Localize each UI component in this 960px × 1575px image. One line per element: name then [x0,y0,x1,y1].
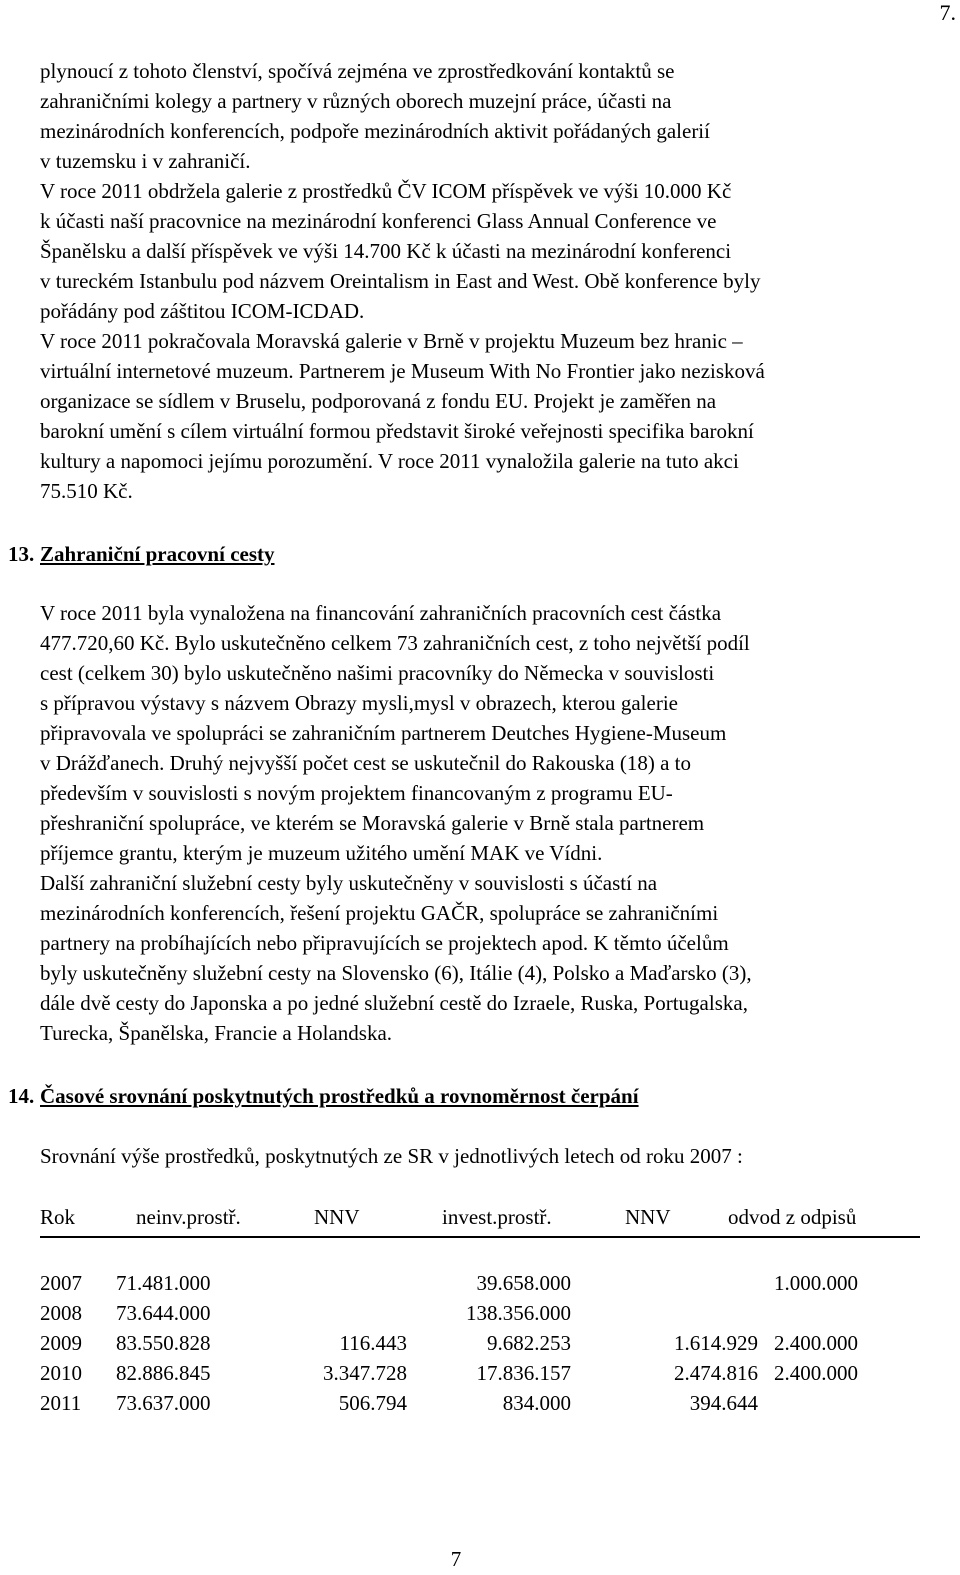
table-cell: 506.794 [338,1391,407,1415]
table-row [40,1328,920,1358]
column-header: odvod z odpisů [728,1205,857,1229]
text-line: zahraničními kolegy a partnery v různých oborech muzejní práce, účasti na [40,89,672,113]
table-cell: 83.550.828 [116,1331,211,1355]
text-line: k účasti naší pracovnice na mezinárodní konferenci Glass Annual Conference ve [40,209,717,233]
section-13-heading [8,539,275,569]
table-header-row [40,1202,920,1238]
page-footer-number: 7 [450,1547,462,1571]
text-line: především v souvislosti s novým projektem financovaným z programu EU- [40,781,673,805]
text-line: dále dvě cesty do Japonska a po jedné služební cestě do Izraele, Ruska, Portugalska, [40,991,748,1015]
funding-table [40,1202,920,1418]
table-cell: 2.400.000 [774,1331,858,1355]
table-cell: 2.400.000 [774,1361,858,1385]
section-number: 13. [8,542,35,566]
section-number: 14. [8,1084,35,1108]
text-line: Španělsku a další příspěvek ve výši 14.700 Kč k účasti na mezinárodní konferenci [40,239,732,263]
text-line: přeshraniční spolupráce, ve kterém se Moravská galerie v Brně stala partnerem [40,811,705,835]
table-cell: 73.644.000 [116,1301,211,1325]
table-cell: 2011 [40,1391,82,1415]
table-cell: 2010 [40,1361,82,1385]
column-header: NNV [625,1205,671,1229]
text-line: 477.720,60 Kč. Bylo uskutečněno celkem 73 zahraničních cest, z toho největší podíl [40,631,750,655]
column-header: Rok [40,1205,76,1229]
page-header-number: 7. [939,0,956,25]
column-header: invest.prostř. [442,1205,552,1229]
text-line: V roce 2011 pokračovala Moravská galerie v Brně v projektu Muzeum bez hranic – [40,329,743,353]
table-cell: 2009 [40,1331,82,1355]
text-line: pořádány pod záštitou ICOM-ICDAD. [40,299,365,323]
text-line: v tuzemsku i v zahraničí. [40,149,251,173]
section-13-body [40,598,930,1048]
table-cell: 17.836.157 [476,1361,571,1385]
text-line: V roce 2011 byla vynaložena na financování zahraničních pracovních cest částka [40,601,722,625]
table-row [40,1268,920,1298]
text-line: 75.510 Kč. [40,479,133,503]
table-cell: 3.347.728 [323,1361,407,1385]
column-header: neinv.prostř. [136,1205,241,1229]
section-title: Časové srovnání poskytnutých prostředků a rovnoměrnost čerpání [40,1084,639,1108]
table-cell: 394.644 [689,1391,758,1415]
text-line: v tureckém Istanbulu pod názvem Oreintalism in East and West. Obě konference byly [40,269,761,293]
text-line: příjemce grantu, kterým je muzeum užitého umění MAK ve Vídni. [40,841,603,865]
table-row [40,1388,920,1418]
table-cell: 73.637.000 [116,1391,211,1415]
table-row [40,1298,920,1328]
section-title: Zahraniční pracovní cesty [40,542,275,566]
table-cell: 1.614.929 [674,1331,758,1355]
table-cell: 9.682.253 [487,1331,571,1355]
text-line: Turecka, Španělska, Francie a Holandska. [40,1021,393,1045]
text-line: s přípravou výstavy s názvem Obrazy mysli,mysl v obrazech, kterou galerie [40,691,678,715]
table-row [40,1358,920,1388]
text-line: v Drážďanech. Druhý nejvyšší počet cest se uskutečnil do Rakouska (18) a to [40,751,691,775]
text-line: cest (celkem 30) bylo uskutečněno našimi pracovníky do Německa v souvislosti [40,661,715,685]
text-line: virtuální internetové muzeum. Partnerem je Museum With No Frontier jako nezisková [40,359,765,383]
table-cell: 2007 [40,1271,82,1295]
text-line: byly uskutečněny služební cesty na Slovensko (6), Itálie (4), Polsko a Maďarsko (3), [40,961,752,985]
table-cell: 1.000.000 [774,1271,858,1295]
text-line: V roce 2011 obdržela galerie z prostředků ČV ICOM příspěvek ve výši 10.000 Kč [40,179,732,203]
text-line: mezinárodních konferencích, řešení projektu GAČR, spolupráce se zahraničními [40,901,719,925]
table-cell: 116.443 [339,1331,407,1355]
table-cell: 2.474.816 [674,1361,758,1385]
text-line: Srovnání výše prostředků, poskytnutých ze SR v jednotlivých letech od roku 2007 : [40,1144,743,1168]
text-line: plynoucí z tohoto členství, spočívá zejména ve zprostředkování kontaktů se [40,59,675,83]
section-14-intro [40,1141,930,1171]
intro-paragraph [40,56,930,506]
text-line: Další zahraniční služební cesty byly uskutečněny v souvislosti s účastí na [40,871,658,895]
table-cell: 82.886.845 [116,1361,211,1385]
text-line: připravovala ve spolupráci se zahraničním partnerem Deutches Hygiene-Museum [40,721,727,745]
text-line: mezinárodních konferencích, podpoře mezinárodních aktivit pořádaných galerií [40,119,710,143]
text-line: organizace se sídlem v Bruselu, podporovaná z fondu EU. Projekt je zaměřen na [40,389,717,413]
text-line: barokní umění s cílem virtuální formou představit široké veřejnosti specifika barokní [40,419,754,443]
column-header: NNV [314,1205,360,1229]
table-cell: 39.658.000 [476,1271,571,1295]
table-cell: 2008 [40,1301,82,1325]
table-cell: 834.000 [502,1391,571,1415]
table-cell: 71.481.000 [116,1271,211,1295]
text-line: partnery na probíhajících nebo připravujících se projektech apod. K těmto účelům [40,931,729,955]
table-cell: 138.356.000 [466,1301,571,1325]
section-14-heading [8,1081,639,1111]
text-line: kultury a napomoci jejímu porozumění. V roce 2011 vynaložila galerie na tuto akci [40,449,739,473]
